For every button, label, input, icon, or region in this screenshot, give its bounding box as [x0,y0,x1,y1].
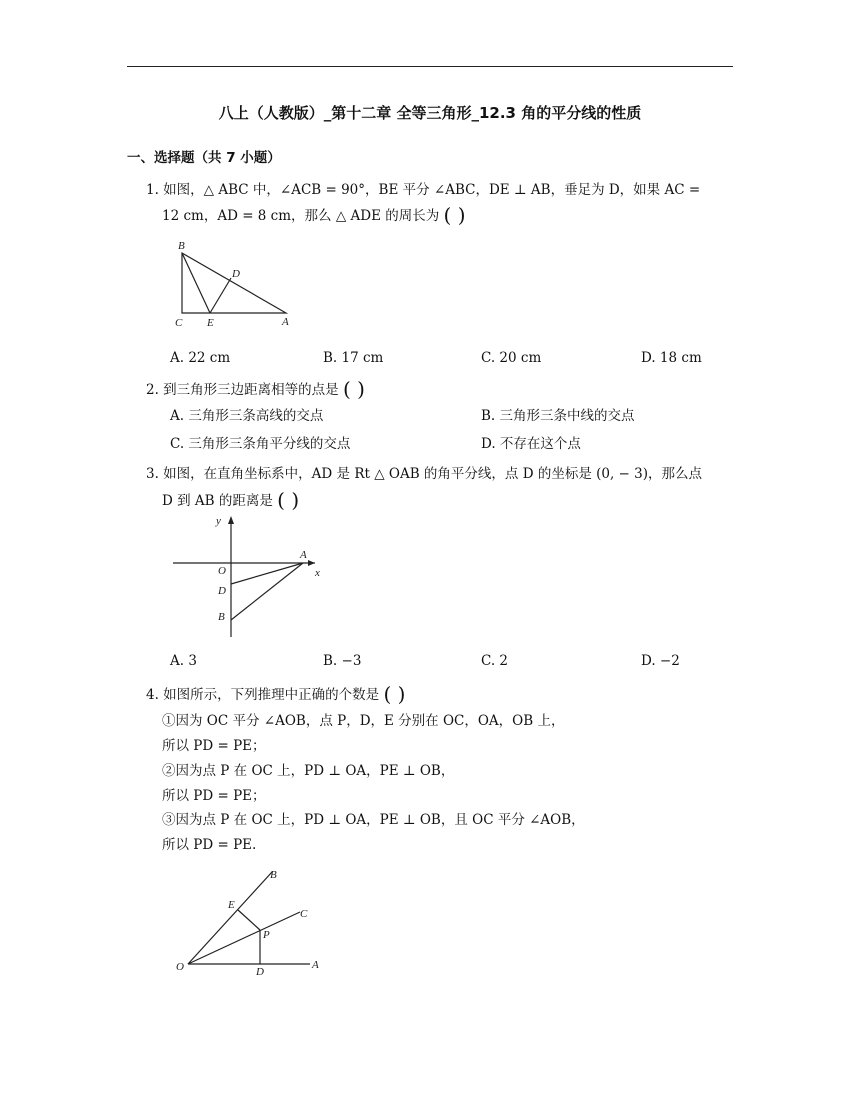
section-heading: 一、选择题（共 7 小题） [127,150,281,166]
q1-line2-text: 12 cm，AD = 8 cm，那么 △ ADE 的周长为 [162,208,440,224]
q4-figure [170,862,335,982]
q4-label-d: D [256,966,264,978]
q1-label-a: A [282,316,289,328]
header-rule [127,66,733,67]
q4-conclusion-3: 所以 PD = PE. [162,837,257,853]
q1-label-d: D [232,268,240,280]
q4-statement-2: ②因为点 P 在 OC 上，PD ⊥ OA，PE ⊥ OB， [162,763,455,779]
q3-option-d: D. −2 [641,653,680,669]
q1-label-e: E [207,317,214,329]
q3-option-a: A. 3 [170,653,197,669]
q1-option-b: B. 17 cm [323,350,384,366]
q4-stem-text: 4. 如图所示，下列推理中正确的个数是 [146,687,380,703]
q1-label-b: B [178,240,185,252]
q1-option-c: C. 20 cm [481,350,542,366]
q4-label-c: C [300,908,308,920]
q2-option-d: D. 不存在这个点 [481,436,581,452]
q2-option-a: A. 三角形三条高线的交点 [170,408,324,424]
q4-conclusion-2: 所以 PD = PE； [162,788,266,804]
q4-label-b: B [270,869,277,881]
q2-stem-text: 2. 到三角形三边距离相等的点是 [146,382,339,398]
q1-option-a: A. 22 cm [170,350,231,366]
q3-line2: D 到 AB 的距离是 ( ) [162,488,300,512]
q4-label-a: A [312,959,319,971]
q1-line2: 12 cm，AD = 8 cm，那么 △ ADE 的周长为 ( ) [162,203,466,227]
q3-line1: 3. 如图，在直角坐标系中，AD 是 Rt △ OAB 的角平分线，点 D 的坐标是 (0, − 3)，那么点 [146,466,703,482]
q3-line2-text: D 到 AB 的距离是 [162,493,273,509]
q3-label-x: x [315,567,320,579]
q1-label-c: C [175,317,183,329]
q3-label-y: y [216,515,221,527]
q1-line1: 1. 如图，△ ABC 中，∠ACB = 90°，BE 平分 ∠ABC，DE ⊥ AB，垂足为 D，如果 AC = [146,182,701,198]
q1-option-d: D. 18 cm [641,350,702,366]
q4-label-o: O [176,961,184,973]
q3-label-b: B [218,611,225,623]
q3-option-c: C. 2 [481,653,509,669]
q2-stem: 2. 到三角形三边距离相等的点是 ( ) [146,377,365,401]
q4-stem: 4. 如图所示，下列推理中正确的个数是 ( ) [146,682,406,706]
q4-conclusion-1: 所以 PD = PE； [162,738,266,754]
q3-label-a: A [300,549,307,561]
q4-statement-1: ①因为 OC 平分 ∠AOB，点 P，D，E 分别在 OC，OA，OB 上， [162,713,565,729]
page-title: 八上（人教版）_第十二章 全等三角形_12.3 角的平分线的性质 [218,104,642,122]
q3-label-o: O [218,565,226,577]
q4-label-e: E [228,899,235,911]
q4-statement-3: ③因为点 P 在 OC 上，PD ⊥ OA，PE ⊥ OB，且 OC 平分 ∠AOB， [162,812,585,828]
q2-option-b: B. 三角形三条中线的交点 [481,408,635,424]
q3-option-b: B. −3 [323,653,362,669]
q3-figure [165,512,335,642]
q4-label-p: P [263,929,270,941]
q1-figure [165,236,305,331]
q3-label-d: D [218,585,226,597]
q2-option-c: C. 三角形三条角平分线的交点 [170,436,351,452]
